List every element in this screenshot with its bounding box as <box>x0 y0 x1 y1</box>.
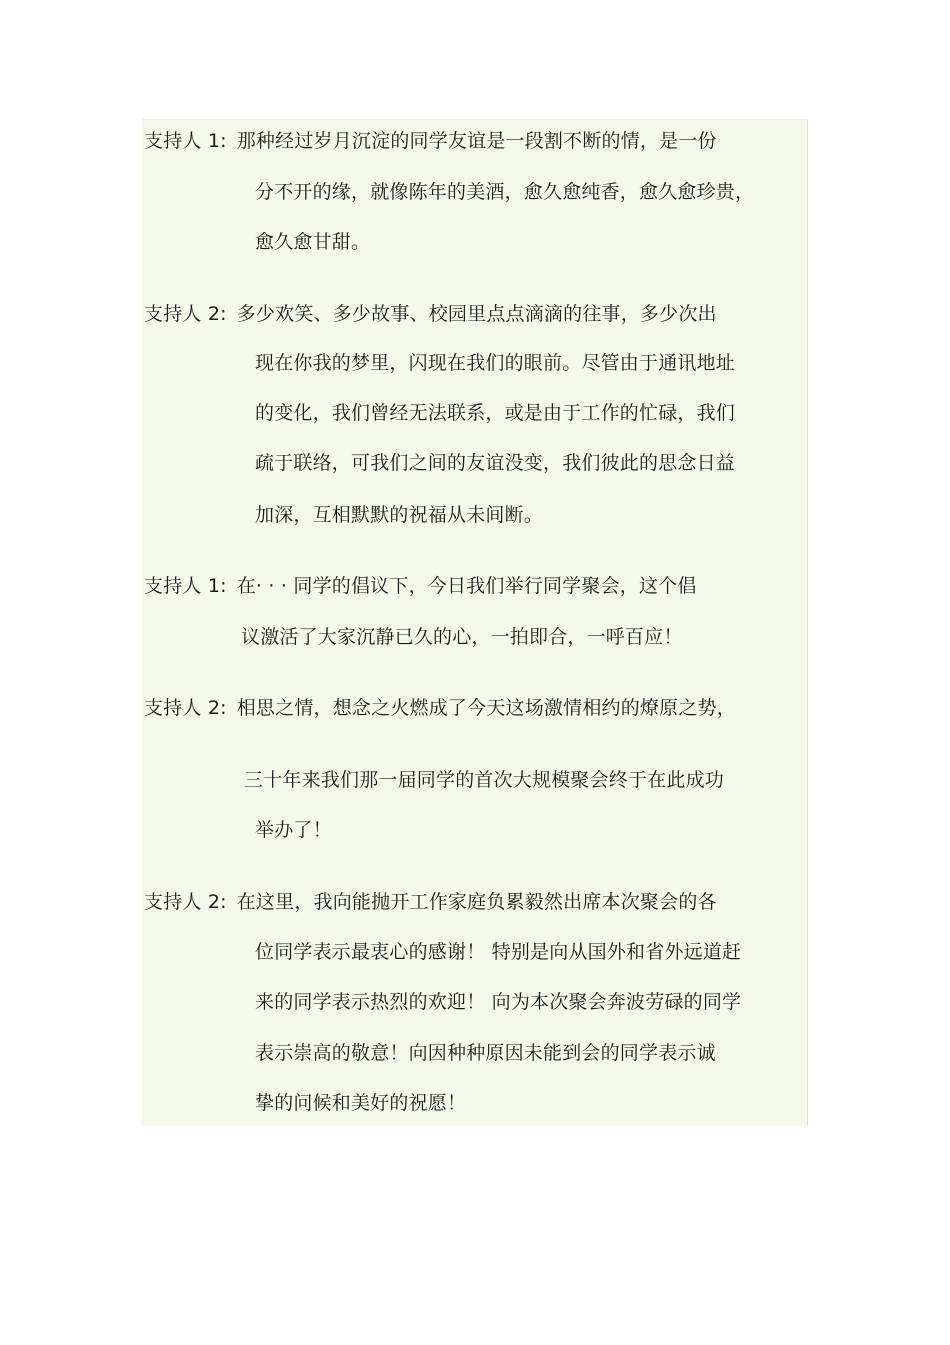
dialogue-text: 来的同学表示热烈的欢迎！ 向为本次聚会奔波劳碌的同学 <box>255 991 742 1013</box>
dialogue-text: 加深，互相默默的祝福从未间断。 <box>255 504 544 526</box>
dialogue-text: 相思之情，想念之火燃成了今天这场激情相约的燎原之势， <box>236 697 736 719</box>
document-panel <box>142 119 808 1126</box>
dialogue-text: 多少欢笑、多少故事、校园里点点滴滴的往事，多少次出 <box>236 303 717 325</box>
dialogue-text: 举办了！ <box>255 819 332 841</box>
speaker-label: 支持人 2: <box>144 697 227 719</box>
dialogue-text: 愈久愈甘甜。 <box>255 231 371 253</box>
paragraph-2-first-line <box>144 302 717 326</box>
speaker-label: 支持人 2: <box>144 891 227 913</box>
dialogue-text: 疏于联络，可我们之间的友谊没变，我们彼此的思念日益 <box>255 452 736 474</box>
paragraph-5-first-line <box>144 890 717 914</box>
dialogue-text: 议激活了大家沉静已久的心，一拍即合，一呼百应！ <box>241 626 683 648</box>
speaker-label: 支持人 1: <box>144 130 227 152</box>
paragraph-3-first-line <box>144 574 697 598</box>
speaker-label: 支持人 2: <box>144 303 227 325</box>
dialogue-text: 挚的问候和美好的祝愿！ <box>255 1092 467 1114</box>
dialogue-text: 的变化，我们曾经无法联系，或是由于工作的忙碌，我们 <box>255 402 736 424</box>
dialogue-text: 位同学表示最衷心的感谢！ 特别是向从国外和省外远道赶 <box>255 941 742 963</box>
dialogue-text: 那种经过岁月沉淀的同学友谊是一段割不断的情，是一份 <box>236 130 717 152</box>
dialogue-text: 表示崇高的敬意！向因种种原因未能到会的同学表示诚 <box>255 1042 716 1064</box>
dialogue-text: 三十年来我们那一届同学的首次大规模聚会终于在此成功 <box>244 769 725 791</box>
speaker-label: 支持人 1: <box>144 575 227 597</box>
paragraph-1-first-line <box>144 129 717 153</box>
dialogue-text: 分不开的缘，就像陈年的美酒，愈久愈纯香，愈久愈珍贵， <box>255 181 755 203</box>
paragraph-4-first-line <box>144 696 736 720</box>
dialogue-text: 在· · · 同学的倡议下，今日我们举行同学聚会，这个倡 <box>236 575 697 597</box>
dialogue-text: 现在你我的梦里，闪现在我们的眼前。尽管由于通讯地址 <box>255 352 736 374</box>
dialogue-text: 在这里，我向能抛开工作家庭负累毅然出席本次聚会的各 <box>236 891 717 913</box>
